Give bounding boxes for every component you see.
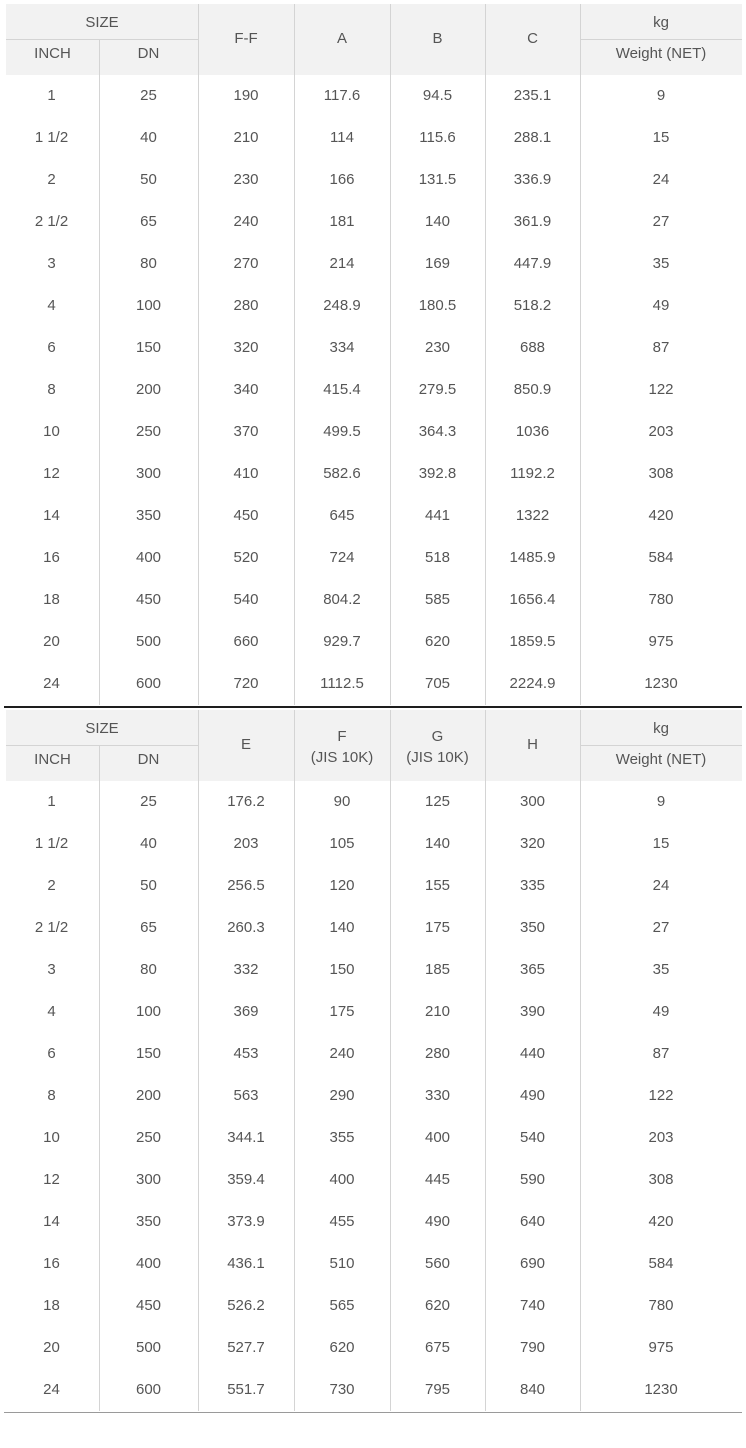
table-cell: 210 xyxy=(233,129,259,146)
table-cell: 705 xyxy=(424,675,451,692)
table-cell: 131.5 xyxy=(418,171,457,188)
table-cell: 3 xyxy=(47,255,56,272)
table-cell: 563 xyxy=(233,1087,259,1104)
column-separator xyxy=(198,4,199,705)
header-divider xyxy=(6,745,198,746)
table-cell: 240 xyxy=(329,1045,355,1062)
table-cell: 344.1 xyxy=(227,1129,265,1146)
table-row xyxy=(6,1117,742,1159)
table-cell: 400 xyxy=(135,1255,162,1272)
table-row xyxy=(6,621,742,663)
table-cell: 2 1/2 xyxy=(34,213,69,230)
table-row xyxy=(6,823,742,865)
table-row xyxy=(6,117,742,159)
dimension-table-top xyxy=(6,4,742,705)
table-cell: 35 xyxy=(652,961,670,978)
header-c4-sub: (JIS 10K) xyxy=(406,749,469,766)
table-cell: 795 xyxy=(424,1381,451,1398)
table-cell: 230 xyxy=(424,339,451,356)
table-cell: 420 xyxy=(648,1213,674,1230)
table-cell: 320 xyxy=(519,835,546,852)
table-cell: 1036 xyxy=(515,423,550,440)
table-cell: 65 xyxy=(140,213,157,230)
table-cell: 4 xyxy=(47,1003,56,1020)
table-row xyxy=(6,907,742,949)
table-cell: 166 xyxy=(329,171,355,188)
table-cell: 804.2 xyxy=(323,591,361,608)
header-c4: G xyxy=(431,728,444,745)
table-cell: 9 xyxy=(656,87,666,104)
table-cell: 175 xyxy=(424,919,451,936)
table-cell: 373.9 xyxy=(227,1213,265,1230)
table-divider xyxy=(4,706,742,708)
table-row xyxy=(6,327,742,369)
table-cell: 560 xyxy=(424,1255,451,1272)
table-cell: 288.1 xyxy=(513,129,552,146)
table-cell: 105 xyxy=(329,835,355,852)
table-cell: 640 xyxy=(519,1213,546,1230)
table-cell: 1322 xyxy=(515,507,550,524)
table-cell: 540 xyxy=(233,591,259,608)
table-cell: 500 xyxy=(135,1339,162,1356)
table-cell: 355 xyxy=(329,1129,355,1146)
table-cell: 620 xyxy=(424,633,451,650)
table-row xyxy=(6,1369,742,1411)
table-cell: 450 xyxy=(135,1297,162,1314)
table-cell: 350 xyxy=(519,919,546,936)
table-cell: 24 xyxy=(652,171,670,188)
table-cell: 230 xyxy=(233,171,259,188)
table-cell: 15 xyxy=(652,129,670,146)
header-kg: kg xyxy=(653,14,669,31)
table-cell: 620 xyxy=(329,1339,355,1356)
table-cell: 364.3 xyxy=(418,423,457,440)
table-cell: 600 xyxy=(135,675,162,692)
table-cell: 369 xyxy=(233,1003,259,1020)
dimension-table-bottom xyxy=(6,710,742,1411)
table-row xyxy=(6,159,742,201)
table-cell: 600 xyxy=(135,1381,162,1398)
table-cell: 40 xyxy=(140,129,157,146)
table-cell: 440 xyxy=(519,1045,546,1062)
table-cell: 730 xyxy=(329,1381,355,1398)
table-cell: 290 xyxy=(329,1087,355,1104)
table-cell: 308 xyxy=(648,1171,674,1188)
table-cell: 155 xyxy=(424,877,451,894)
table-cell: 645 xyxy=(329,507,355,524)
column-separator xyxy=(390,4,391,705)
table-cell: 49 xyxy=(652,1003,670,1020)
table-cell: 12 xyxy=(43,465,60,482)
header-divider xyxy=(580,745,742,746)
table-cell: 27 xyxy=(652,919,670,936)
table-cell: 436.1 xyxy=(227,1255,265,1272)
table-row xyxy=(6,663,742,705)
table-cell: 330 xyxy=(424,1087,451,1104)
table-cell: 114 xyxy=(330,129,354,146)
table-row xyxy=(6,75,742,117)
table-cell: 410 xyxy=(233,465,259,482)
table-cell: 1192.2 xyxy=(510,465,555,482)
table-cell: 540 xyxy=(519,1129,546,1146)
table-cell: 100 xyxy=(135,297,162,314)
table-cell: 720 xyxy=(233,675,259,692)
table-cell: 16 xyxy=(43,1255,60,1272)
table-cell: 1485.9 xyxy=(509,549,556,566)
table-cell: 740 xyxy=(519,1297,546,1314)
header-c5: H xyxy=(527,736,538,753)
table-cell: 240 xyxy=(233,213,259,230)
table-cell: 400 xyxy=(135,549,162,566)
table-cell: 518.2 xyxy=(513,297,552,314)
table-cell: 1 1/2 xyxy=(34,129,69,146)
table-cell: 181 xyxy=(329,213,355,230)
table-row xyxy=(6,1243,742,1285)
table-row xyxy=(6,411,742,453)
header-kg: kg xyxy=(653,720,669,737)
table-cell: 65 xyxy=(140,919,157,936)
table-cell: 2224.9 xyxy=(509,675,556,692)
table-cell: 8 xyxy=(47,381,56,398)
column-separator xyxy=(485,4,486,705)
table-cell: 453 xyxy=(233,1045,259,1062)
table-cell: 18 xyxy=(43,1297,60,1314)
header-inch: INCH xyxy=(34,751,71,768)
table-cell: 359.4 xyxy=(227,1171,265,1188)
table-cell: 840 xyxy=(519,1381,546,1398)
table-cell: 350 xyxy=(135,507,162,524)
table-row xyxy=(6,1285,742,1327)
table-cell: 100 xyxy=(135,1003,162,1020)
table-cell: 25 xyxy=(140,793,157,810)
column-separator xyxy=(294,710,295,1411)
table-cell: 392.8 xyxy=(418,465,457,482)
table-row xyxy=(6,1075,742,1117)
table-cell: 518 xyxy=(424,549,451,566)
column-separator xyxy=(99,745,100,1411)
table-cell: 675 xyxy=(424,1339,451,1356)
table-cell: 420 xyxy=(648,507,674,524)
table-row xyxy=(6,537,742,579)
table-cell: 4 xyxy=(47,297,56,314)
table-cell: 12 xyxy=(43,1171,60,1188)
table-cell: 10 xyxy=(43,423,60,440)
table-cell: 24 xyxy=(652,877,670,894)
table-cell: 975 xyxy=(648,633,674,650)
table-cell: 3 xyxy=(47,961,56,978)
table-cell: 455 xyxy=(329,1213,355,1230)
header-dn: DN xyxy=(137,751,160,768)
table-cell: 1112.5 xyxy=(320,675,364,692)
table-cell: 90 xyxy=(333,793,351,810)
table-cell: 20 xyxy=(43,1339,60,1356)
header-size: SIZE xyxy=(85,720,119,737)
table-cell: 250 xyxy=(135,423,162,440)
table-cell: 585 xyxy=(424,591,451,608)
table-cell: 500 xyxy=(135,633,162,650)
table-cell: 24 xyxy=(43,1381,60,1398)
table-cell: 50 xyxy=(140,171,157,188)
table-cell: 300 xyxy=(135,465,162,482)
table-cell: 400 xyxy=(329,1171,355,1188)
table-cell: 1859.5 xyxy=(509,633,556,650)
table-cell: 340 xyxy=(233,381,259,398)
header-c3: A xyxy=(336,30,347,47)
table-cell: 9 xyxy=(656,793,666,810)
table-cell: 361.9 xyxy=(513,213,552,230)
table-cell: 415.4 xyxy=(323,381,361,398)
table-cell: 850.9 xyxy=(513,381,552,398)
table-cell: 300 xyxy=(519,793,546,810)
table-cell: 929.7 xyxy=(323,633,361,650)
table-cell: 200 xyxy=(135,381,162,398)
table-row xyxy=(6,243,742,285)
table-row xyxy=(6,865,742,907)
table-cell: 18 xyxy=(43,591,60,608)
table-cell: 15 xyxy=(652,835,670,852)
table-cell: 150 xyxy=(329,961,355,978)
table-cell: 140 xyxy=(424,213,451,230)
table-cell: 80 xyxy=(140,255,157,272)
table-cell: 260.3 xyxy=(227,919,265,936)
table-row xyxy=(6,1033,742,1075)
table-cell: 87 xyxy=(652,339,670,356)
header-c3-sub: (JIS 10K) xyxy=(310,749,374,766)
table-cell: 6 xyxy=(47,339,56,356)
table-cell: 210 xyxy=(424,1003,451,1020)
header-c3: F xyxy=(337,728,347,745)
table-cell: 16 xyxy=(43,549,60,566)
table-row xyxy=(6,949,742,991)
table-cell: 115.6 xyxy=(419,129,456,146)
table-cell: 2 1/2 xyxy=(34,919,69,936)
header-divider xyxy=(6,39,198,40)
table-row xyxy=(6,991,742,1033)
table-cell: 490 xyxy=(424,1213,451,1230)
table-cell: 527.7 xyxy=(227,1339,265,1356)
table-cell: 780 xyxy=(648,591,674,608)
column-separator xyxy=(580,710,581,1411)
table-cell: 175 xyxy=(329,1003,355,1020)
table-cell: 551.7 xyxy=(227,1381,265,1398)
table-cell: 1230 xyxy=(644,1381,678,1398)
header-dn: DN xyxy=(137,45,160,62)
table-cell: 620 xyxy=(424,1297,451,1314)
header-c2: E xyxy=(240,736,251,753)
table-cell: 1 1/2 xyxy=(34,835,69,852)
table-cell: 49 xyxy=(652,297,670,314)
table-cell: 200 xyxy=(135,1087,162,1104)
table-cell: 24 xyxy=(43,675,60,692)
header-size: SIZE xyxy=(85,14,119,31)
table-cell: 8 xyxy=(47,1087,56,1104)
table-cell: 370 xyxy=(233,423,259,440)
table-cell: 450 xyxy=(233,507,259,524)
table-cell: 203 xyxy=(648,423,674,440)
table-row xyxy=(6,781,742,823)
table-cell: 445 xyxy=(424,1171,451,1188)
table-row xyxy=(6,453,742,495)
column-separator xyxy=(99,39,100,705)
table-cell: 2 xyxy=(47,171,56,188)
table-cell: 80 xyxy=(140,961,157,978)
table-cell: 122 xyxy=(648,381,674,398)
table-cell: 400 xyxy=(424,1129,451,1146)
table-cell: 300 xyxy=(135,1171,162,1188)
table-row xyxy=(6,369,742,411)
table-cell: 27 xyxy=(652,213,670,230)
table-cell: 450 xyxy=(135,591,162,608)
table-cell: 320 xyxy=(233,339,259,356)
column-separator xyxy=(580,4,581,705)
table-cell: 365 xyxy=(519,961,546,978)
table-cell: 235.1 xyxy=(513,87,552,104)
table-cell: 334 xyxy=(329,339,355,356)
column-separator xyxy=(294,4,295,705)
header-weight: Weight (NET) xyxy=(615,45,707,62)
table-cell: 780 xyxy=(648,1297,674,1314)
table-cell: 150 xyxy=(135,1045,162,1062)
column-separator xyxy=(390,710,391,1411)
table-cell: 14 xyxy=(43,1213,60,1230)
table-row xyxy=(6,201,742,243)
table-cell: 280 xyxy=(233,297,259,314)
table-cell: 180.5 xyxy=(418,297,457,314)
table-row xyxy=(6,1201,742,1243)
table-cell: 35 xyxy=(652,255,670,272)
table-cell: 590 xyxy=(519,1171,546,1188)
table-cell: 140 xyxy=(424,835,451,852)
table-cell: 584 xyxy=(648,549,674,566)
table-cell: 40 xyxy=(140,835,157,852)
table-bottom-border xyxy=(4,1412,742,1413)
table-cell: 688 xyxy=(519,339,546,356)
table-cell: 94.5 xyxy=(422,87,453,104)
table-cell: 6 xyxy=(47,1045,56,1062)
table-cell: 790 xyxy=(519,1339,546,1356)
table-cell: 1230 xyxy=(644,675,678,692)
table-cell: 150 xyxy=(135,339,162,356)
table-cell: 248.9 xyxy=(323,297,361,314)
table-cell: 14 xyxy=(43,507,60,524)
table-cell: 2 xyxy=(47,877,56,894)
table-cell: 280 xyxy=(424,1045,451,1062)
table-cell: 520 xyxy=(233,549,259,566)
table-cell: 584 xyxy=(648,1255,674,1272)
table-cell: 975 xyxy=(648,1339,674,1356)
table-header xyxy=(6,4,742,75)
table-cell: 332 xyxy=(233,961,259,978)
table-cell: 120 xyxy=(329,877,355,894)
table-cell: 169 xyxy=(424,255,451,272)
table-cell: 203 xyxy=(648,1129,674,1146)
table-cell: 660 xyxy=(233,633,259,650)
table-row xyxy=(6,1159,742,1201)
table-cell: 203 xyxy=(233,835,259,852)
table-cell: 250 xyxy=(135,1129,162,1146)
table-cell: 308 xyxy=(648,465,674,482)
header-weight: Weight (NET) xyxy=(615,751,707,768)
table-cell: 256.5 xyxy=(227,877,265,894)
table-cell: 214 xyxy=(329,255,355,272)
table-cell: 441 xyxy=(424,507,451,524)
column-separator xyxy=(198,710,199,1411)
table-cell: 582.6 xyxy=(323,465,361,482)
table-cell: 140 xyxy=(329,919,355,936)
table-cell: 25 xyxy=(140,87,157,104)
table-cell: 270 xyxy=(233,255,259,272)
table-row xyxy=(6,579,742,621)
table-cell: 1 xyxy=(47,793,56,810)
table-cell: 185 xyxy=(424,961,451,978)
header-divider xyxy=(580,39,742,40)
header-c2: F-F xyxy=(234,30,258,47)
table-cell: 279.5 xyxy=(418,381,457,398)
table-cell: 125 xyxy=(424,793,451,810)
column-separator xyxy=(485,710,486,1411)
table-cell: 1656.4 xyxy=(509,591,556,608)
header-c4: B xyxy=(432,30,443,47)
table-cell: 336.9 xyxy=(513,171,552,188)
table-cell: 117.6 xyxy=(323,87,361,104)
table-cell: 122 xyxy=(648,1087,674,1104)
table-cell: 350 xyxy=(135,1213,162,1230)
table-cell: 565 xyxy=(329,1297,355,1314)
table-cell: 1 xyxy=(47,87,56,104)
table-row xyxy=(6,1327,742,1369)
table-header xyxy=(6,710,742,781)
table-cell: 724 xyxy=(329,549,355,566)
table-cell: 499.5 xyxy=(323,423,361,440)
table-cell: 176.2 xyxy=(227,793,265,810)
table-cell: 510 xyxy=(329,1255,355,1272)
table-cell: 335 xyxy=(519,877,546,894)
table-cell: 87 xyxy=(652,1045,670,1062)
table-row xyxy=(6,285,742,327)
header-inch: INCH xyxy=(34,45,71,62)
table-cell: 526.2 xyxy=(227,1297,265,1314)
table-cell: 20 xyxy=(43,633,60,650)
table-cell: 390 xyxy=(519,1003,546,1020)
header-c5: C xyxy=(527,30,538,47)
table-cell: 690 xyxy=(519,1255,546,1272)
table-row xyxy=(6,495,742,537)
table-cell: 490 xyxy=(519,1087,546,1104)
table-cell: 190 xyxy=(233,87,259,104)
table-cell: 447.9 xyxy=(513,255,552,272)
table-cell: 10 xyxy=(43,1129,60,1146)
table-cell: 50 xyxy=(140,877,157,894)
